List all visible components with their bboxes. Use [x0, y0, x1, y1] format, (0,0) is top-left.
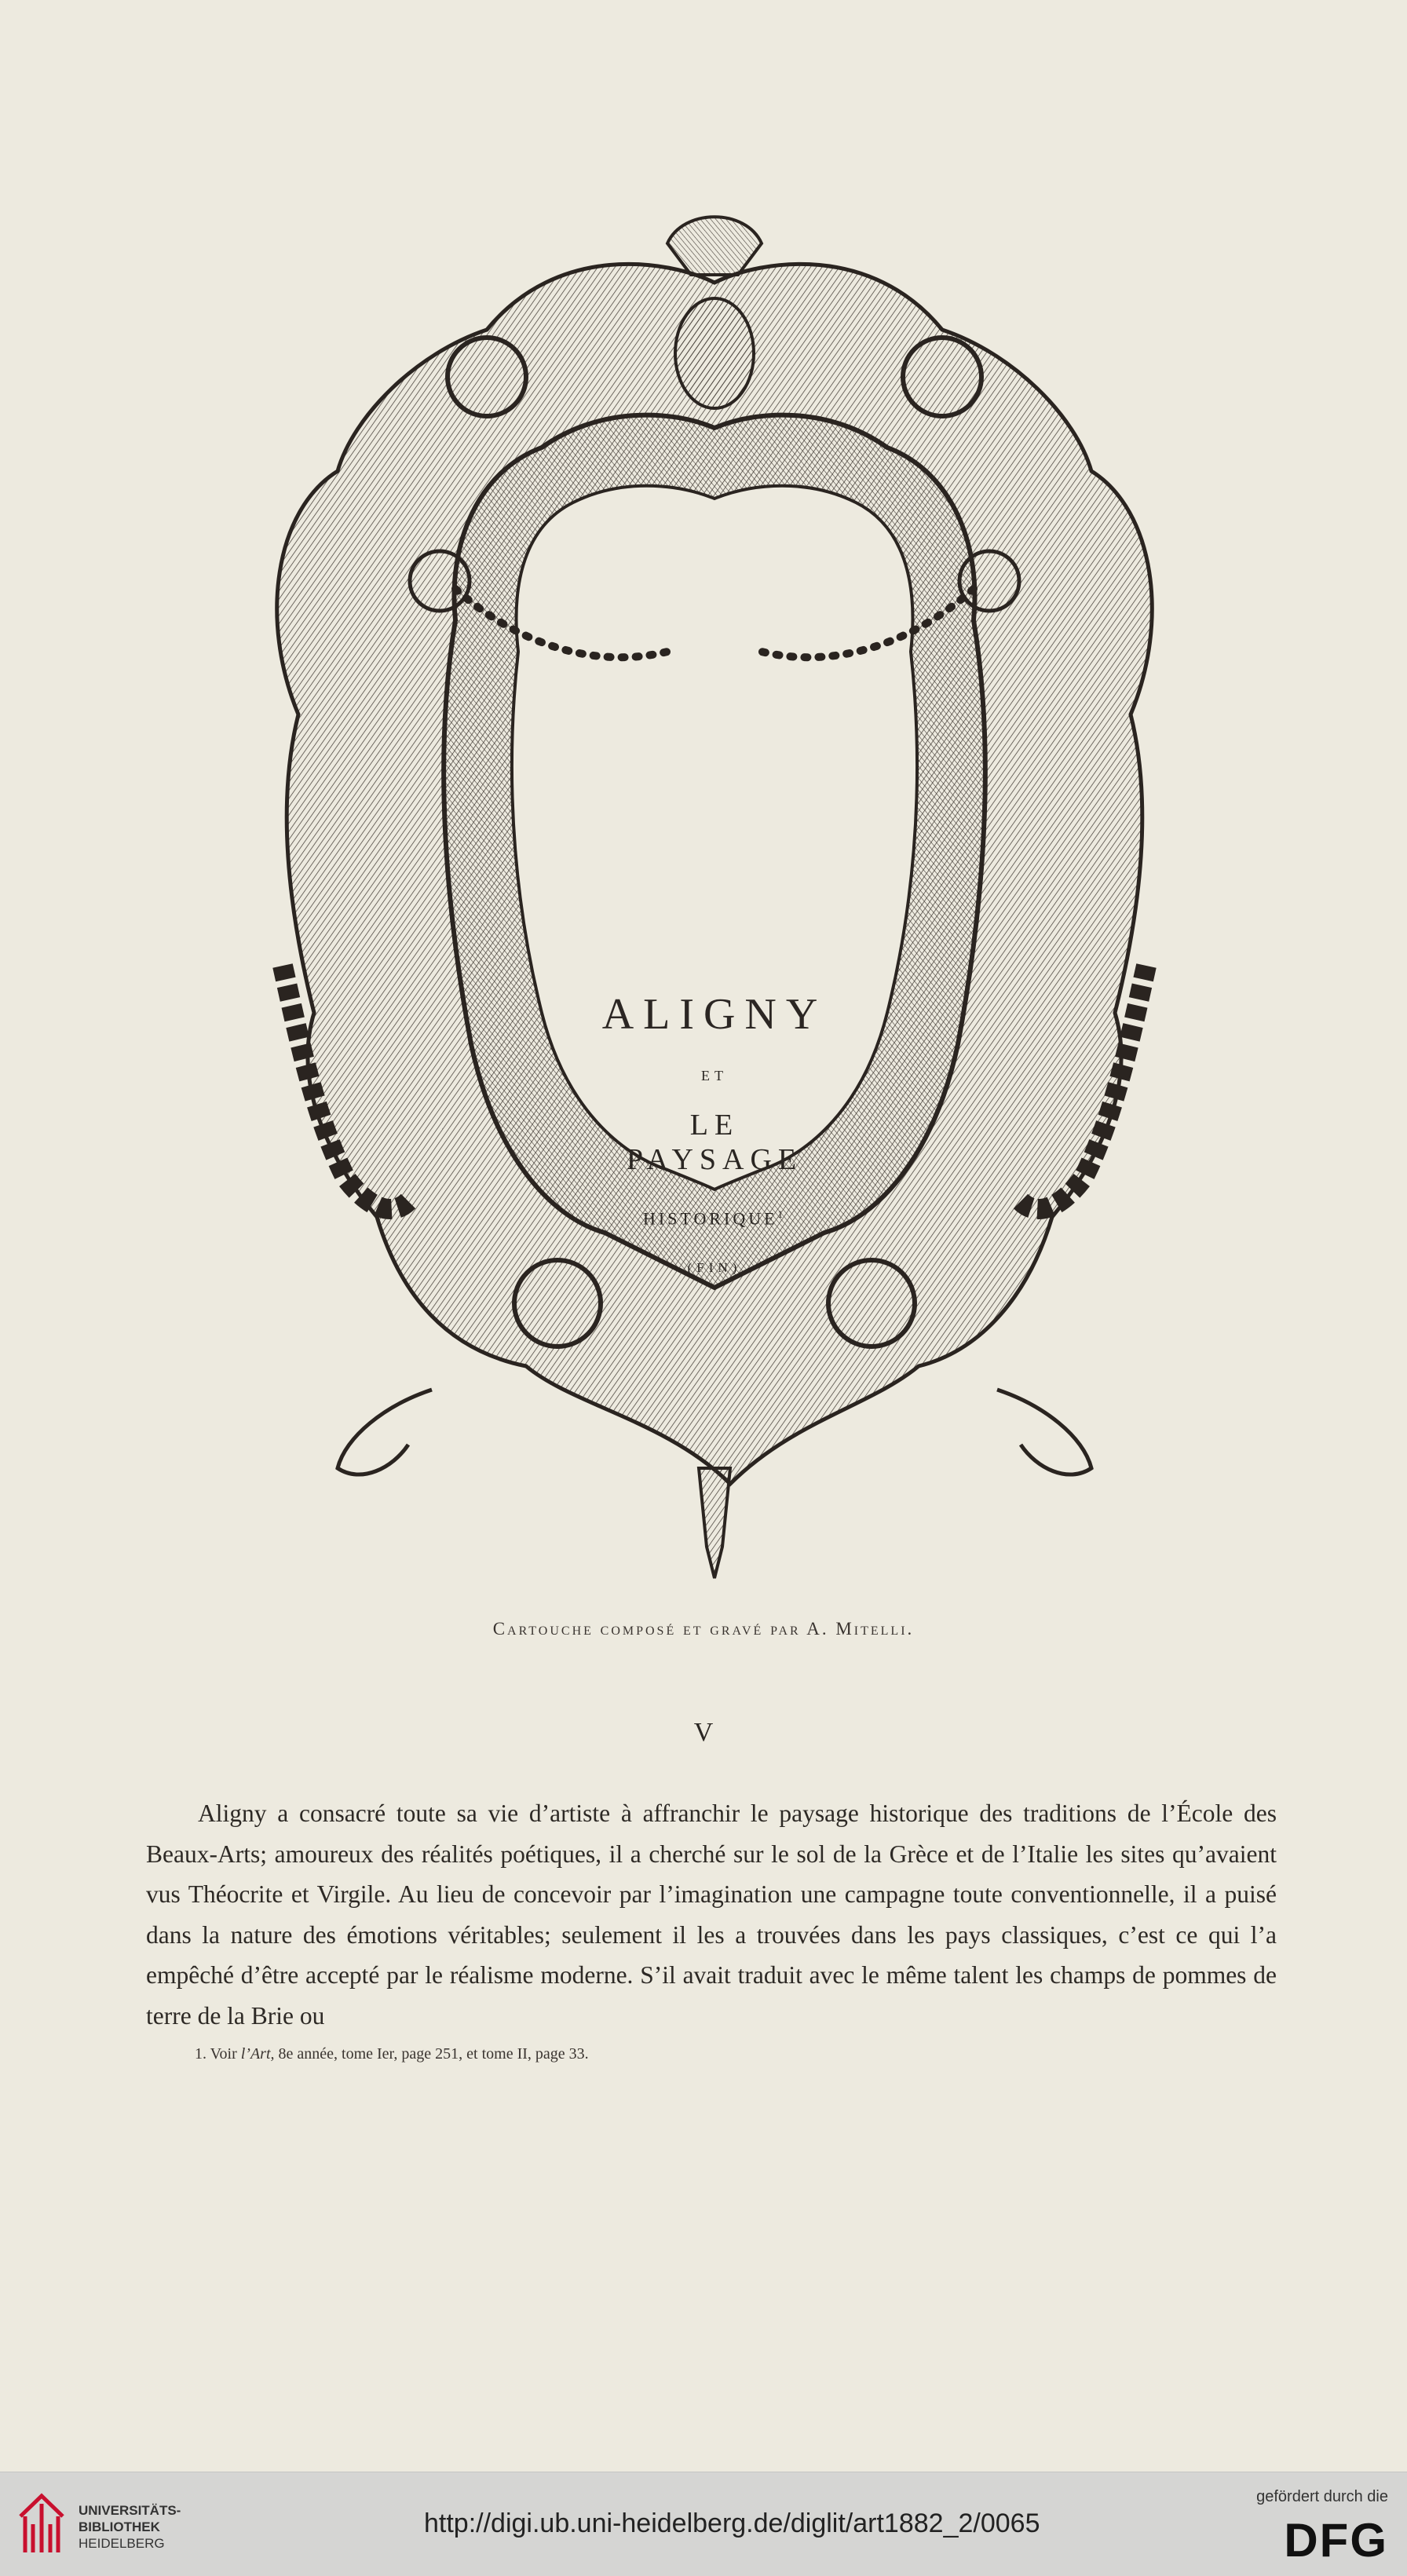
plate-suffix: (FIN) — [687, 1260, 742, 1276]
footnote-text-before: Voir — [210, 2045, 237, 2063]
plate-title: ALIGNY — [601, 990, 828, 1039]
document-url-link[interactable]: http://digi.ub.uni-heidelberg.de/diglit/art1882_2/0065 — [424, 2508, 1040, 2538]
plate-title-block — [597, 754, 832, 1276]
cartouche-engraving — [228, 212, 1201, 1617]
library-name: UNIVERSITÄTS- BIBLIOTHEK HEIDELBERG — [79, 2503, 181, 2551]
footnote-text-after: 8e année, tome Ier, page 251, et tome II, page 33. — [278, 2045, 589, 2063]
figure-caption: Cartouche composé et gravé par A. Mitelli. — [492, 1619, 915, 1639]
funder-note: gefördert durch die — [1256, 2488, 1388, 2505]
body-paragraph: Aligny a consacré toute sa vie d’artiste à affranchir le paysage historique des traditions de l’École des Beaux-Arts; amoureux des réalités poétiques, il a cherché sur le sol de la Grèce et de l’Italie les sites qu’avaient vus Théocrite et Virgile. Au lieu de concevoir par l’imagination une campagne toute conventionnelle, il a puisé dans la nature des émotions véritables; seulement il les a trouvées dans les pays classiques, c’est ce qui l’a empêché d’être accepté par le réalisme moderne. S’il avait traduit avec le même talent les champs de pommes de terre de la Brie ou — [146, 1800, 1277, 2030]
footnote-journal: l’Art, — [240, 2045, 275, 2063]
viewer-footer — [0, 2472, 1407, 2576]
footnote — [195, 2045, 1215, 2063]
plate-subtitle2: HISTORIQUE$^1$ — [642, 1208, 787, 1229]
section-number: V — [693, 1718, 714, 1747]
plate-subtitle: LE PAYSAGE — [626, 1109, 803, 1176]
university-library-logo-icon — [17, 2493, 66, 2556]
footnote-ref: 1 — [777, 1208, 787, 1220]
footnote-number: 1. — [195, 2045, 206, 2063]
dfg-logo: DFG — [1284, 2514, 1388, 2567]
plate-conjunction: ET — [701, 1068, 728, 1083]
